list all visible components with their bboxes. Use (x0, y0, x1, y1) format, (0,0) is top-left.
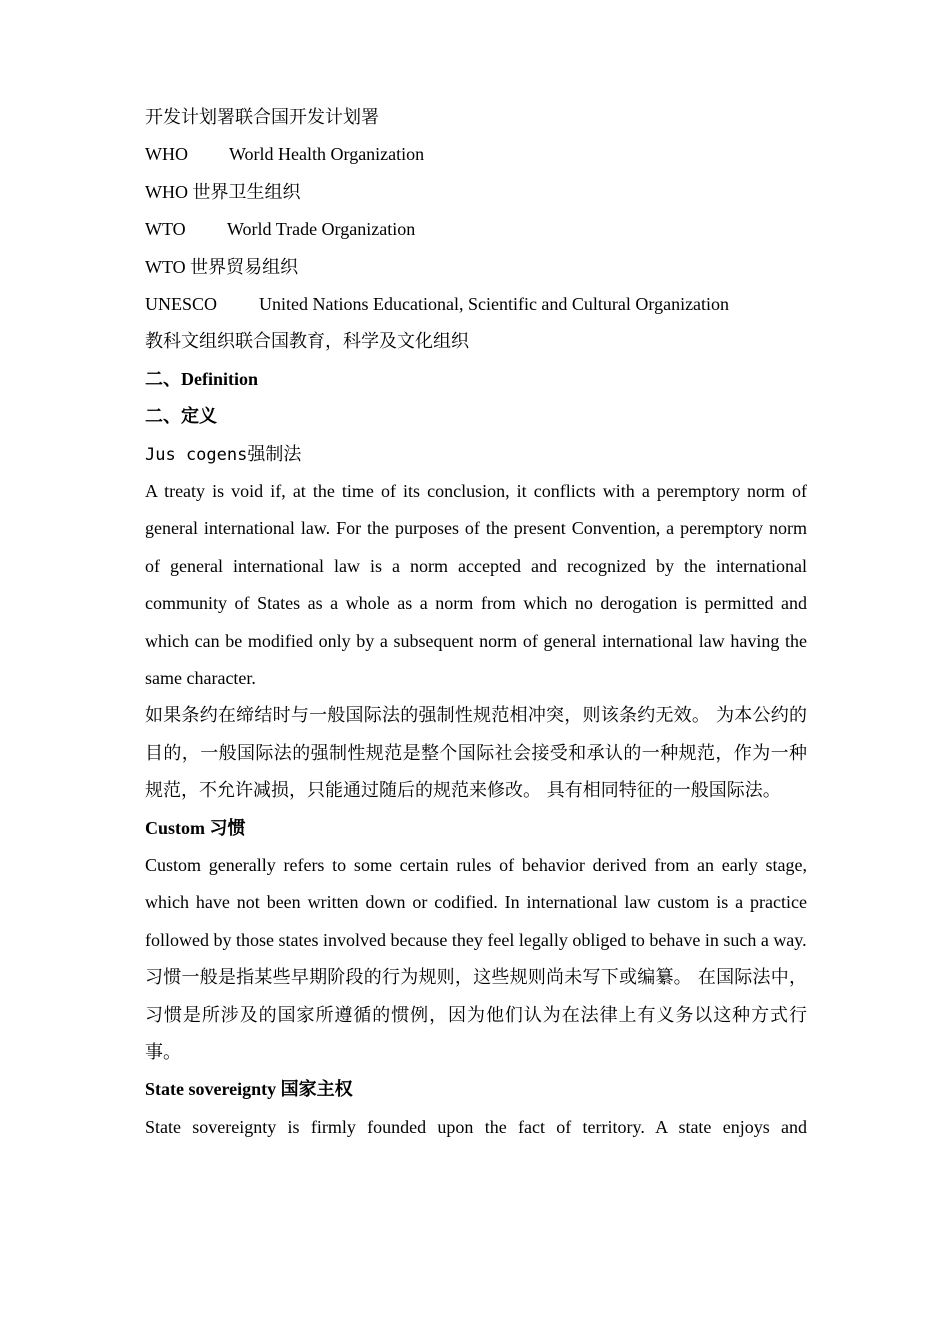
who-abbr: WHO (145, 144, 188, 165)
jus-cogens-heading (145, 436, 807, 473)
jus-cogens-term-cn: 强制法 (247, 443, 302, 465)
who-full: World Health Organization (229, 144, 425, 165)
jus-cogens-cn-paragraph: 如果条约在缔结时与一般国际法的强制性规范相冲突，则该条约无效。 为本公约的目的，一般国际法的强制性规范是整个国际社会接受和承认的一种规范，作为一种规范，不允许减损，只能通过随后的规范来修改。 具有相同特征的一般国际法。 (145, 705, 807, 802)
jus-cogens-en-paragraph: A treaty is void if, at the time of its conclusion, it conflicts with a peremptory norm of general international law. For the purposes of the present Convention, a peremptory norm of general international law is a norm accepted and recognized by the international community of States as a whole as a norm from which no derogation is permitted and which can be modified only by a subsequent norm of general international law having the same character. (145, 480, 807, 688)
unesco-abbr: UNESCO (145, 293, 218, 314)
unesco-cn-line: 教科文组织联合国教育，科学及文化组织 (145, 331, 469, 353)
document-body (145, 99, 807, 1146)
wto-line (145, 211, 807, 248)
custom-cn-paragraph: 习惯一般是指某些早期阶段的行为规则，这些规则尚未写下或编纂。 在国际法中，习惯是所涉及的国家所遵循的惯例，因为他们认为在法律上有义务以这种方式行事。 (145, 967, 807, 1063)
jus-cogens-term: Jus cogens (145, 444, 248, 465)
state-sovereignty-en-paragraph: State sovereignty is firmly founded upon the fact of territory. A state enjoys and (145, 1116, 807, 1137)
wto-abbr: WTO (145, 219, 186, 240)
section-heading-cn: 二、定义 (145, 406, 217, 428)
custom-en-paragraph: Custom generally refers to some certain rules of behavior derived from an early stage, which have not been written down or codified. In international law custom is a practice followed by those states involved because they feel legally obliged to behave in such a way. (145, 854, 807, 950)
section-heading-en: 二、Definition (145, 368, 259, 389)
undp-cn-line: 开发计划署联合国开发计划署 (145, 107, 379, 128)
custom-heading: Custom 习惯 (145, 817, 246, 838)
wto-cn-line: WTO 世界贸易组织 (145, 256, 299, 277)
state-sovereignty-heading: State sovereignty 国家主权 (145, 1079, 353, 1100)
unesco-line (145, 286, 807, 323)
who-cn-line: WHO 世界卫生组织 (145, 181, 301, 202)
wto-full: World Trade Organization (227, 219, 416, 240)
who-line (145, 136, 807, 173)
unesco-full: United Nations Educational, Scientific and Cultural Organization (259, 293, 730, 314)
